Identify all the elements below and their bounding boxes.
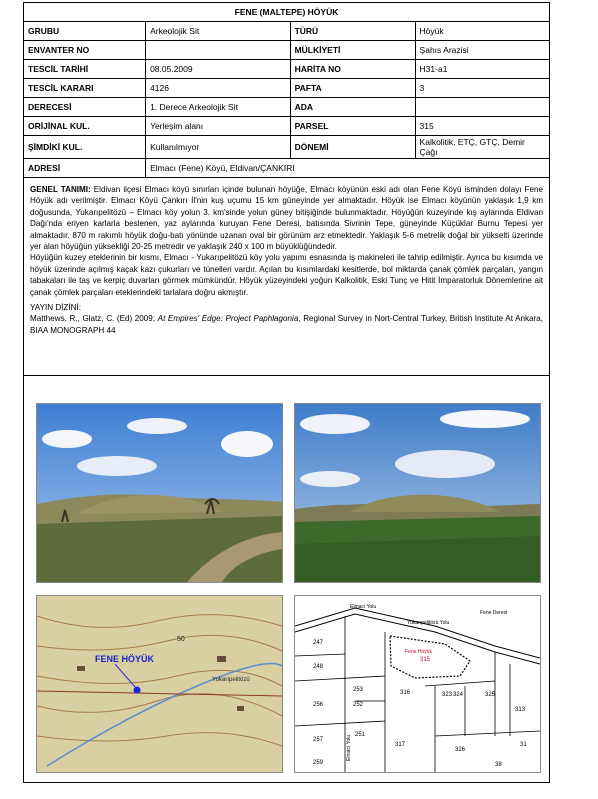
field-value: 315 (415, 117, 549, 136)
parcel-number: 325 (485, 692, 496, 698)
table-row (24, 60, 549, 79)
sheet-title: FENE (MALTEPE) HÖYÜK (24, 3, 549, 22)
cadastre-site-parcel: 315 (420, 657, 431, 663)
field-value: H31-a1 (415, 60, 549, 79)
description-heading: GENEL TANIMI: (30, 185, 91, 194)
field-label: MÜLKİYETİ (290, 41, 415, 60)
parcel-number: 313 (515, 707, 526, 713)
map-grid-number: 50 (177, 636, 185, 643)
parcel-number: 252 (353, 702, 364, 708)
table-row (24, 98, 549, 117)
table-row (24, 41, 549, 60)
field-value: Arkeolojik Sit (146, 22, 291, 41)
cadastral-plan (294, 595, 541, 773)
field-value (415, 98, 549, 117)
site-photo-1 (36, 403, 283, 583)
field-value: Höyük (415, 22, 549, 41)
field-label: DÖNEMİ (290, 136, 415, 159)
field-label: PAFTA (290, 79, 415, 98)
map-place-label: Yukarıpelitözü (212, 677, 250, 683)
cadastre-site-label: Fene Höyük (405, 649, 432, 655)
parcel-number: 38 (495, 762, 502, 768)
parcel-number: 247 (313, 640, 324, 646)
references-title: YAYIN DİZİNİ: (30, 303, 81, 313)
field-label: TESCİL KARARI (24, 79, 146, 98)
field-label: HARİTA NO (290, 60, 415, 79)
topographic-map (36, 595, 283, 773)
road-label: Fene Deresi (480, 610, 508, 616)
parcel-number: 326 (455, 747, 466, 753)
field-label: TÜRÜ (290, 22, 415, 41)
field-value: Kullanılmıyor (146, 136, 291, 159)
site-photo-2 (294, 403, 541, 583)
inventory-sheet (23, 2, 550, 783)
parcel-number: 317 (395, 742, 406, 748)
field-label: PARSEL (290, 117, 415, 136)
reference-book-title: At Empires' Edge: Project Paphlagonia (157, 314, 299, 324)
field-value: 1. Derece Arkeolojik Sit (146, 98, 291, 117)
parcel-number: 257 (313, 737, 324, 743)
site-marker-icon (134, 687, 141, 694)
field-label: ORİJİNAL KUL. (24, 117, 146, 136)
field-label: ADRESİ (24, 159, 146, 178)
table-row (24, 117, 549, 136)
table-row (24, 136, 549, 159)
field-label: ŞİMDİKİ KUL. (24, 136, 146, 159)
description-section (24, 178, 549, 376)
parcel-number: 31 (520, 742, 527, 748)
parcel-number: 248 (313, 664, 324, 670)
field-label: ENVANTER NO (24, 41, 146, 60)
map-site-label: FENE HÖYÜK (95, 654, 155, 664)
description-paragraph (30, 184, 543, 252)
field-label: ADA (290, 98, 415, 117)
road-label: Yukarıpelitözü Yolu (407, 620, 450, 626)
parcel-number: 256 (313, 702, 324, 708)
field-value: 3 (415, 79, 549, 98)
table-row (24, 79, 549, 98)
field-value: Şahıs Arazisi (415, 41, 549, 60)
parcel-number: 259 (313, 760, 324, 766)
description-paragraph-2: Höyüğün kuzey eteklerinin bir kısmı, Elmacı - Yukarıpelitözü köy yolu yapımı esnasında iş makineleri ile tahrip edilmiştir. Ayrıca bu kısımda ve höyük üzerinde açılmış kaçak kazı çukurları ve tünelleri vardır. Açılan bu kısımlardaki kesitlerde, bol miktarda çanak çömlek parçaları, yangın tabakaları ile taş ve kerpiç duvarları görmek mümkündür. Höyük yüzeyindeki yoğun Kalkolitik, Eski Tunç ve Hitit İmparatorluk Dönemlerine ait çanak çömlek parçaları eteklerindeki tarlalara doğru akmıştır. (30, 253, 543, 297)
description-text: Eldivan ilçesi Elmacı köyü sınırları içinde bulunan höyüğe, Elmacı köyünün eski adı olan Fene Köyü isminden dolayı Fene Höyük adı verilmiştir. Elmacı Köyü Çankırı İl'nin kuş uçumu 15 km güneyinde yer almaktadır. Höyük ise Elmacı köyünün yaklaşık 1,9 km doğusunda, Yukarıpelitözü – Elmacı köy yolun 3. km'sinde yolun güney bitişiğinde bulunmaktadır. Höyüğün kuzeyinde kış aylarında Eldivan Dağı'nda eriyen karlarla beslenen, yaz aylarında kuruyan Fene Deresi, batısında Sivrinin Tepe, güneyinde Küçüklar Burnu Tepesi yer almaktadır. 870 m rakımlı höyük doğu-batı yönünde uzanan oval bir görünüm arz etmektedir. Yaklaşık 5-6 metrelik doğal bir yükselti üzerinde yer alan höyüğün yüksekliği 20-25 metredir ve yaklaşık 240 x 100 m büyüklüğündedir. (30, 185, 543, 252)
parcel-number: 253 (353, 687, 364, 693)
field-value: Yerleşim alanı (146, 117, 291, 136)
table-row (24, 22, 549, 41)
parcel-number: 316 (400, 690, 411, 696)
road-label: Elmacı Yolu (350, 604, 377, 610)
info-table (24, 3, 549, 178)
address-value: Elmacı (Fene) Köyü, Eldivan/ÇANKIRI (146, 159, 549, 178)
reference-entry (30, 313, 543, 336)
field-label: TESCİL TARİHİ (24, 60, 146, 79)
road-label: Elmacı Yolu (346, 734, 352, 761)
field-label: DERECESİ (24, 98, 146, 117)
parcel-number: 251 (355, 732, 366, 738)
field-value: Kalkolitik, ETÇ, GTÇ, Demir Çağı (415, 136, 549, 159)
parcel-number: 324 (453, 692, 464, 698)
reference-authors: Matthews, R., Glatz, C. (Ed) 2009; (30, 314, 158, 324)
field-label: GRUBU (24, 22, 146, 41)
field-value (146, 41, 291, 60)
field-value: 4126 (146, 79, 291, 98)
table-row (24, 159, 549, 178)
parcel-number: 323 (442, 692, 453, 698)
reference-details: , Regional Survey in Nort-Central Turkey, British Institute At Ankara, BIAA MONOGRAPH 44 (30, 314, 544, 335)
field-value: 08.05.2009 (146, 60, 291, 79)
